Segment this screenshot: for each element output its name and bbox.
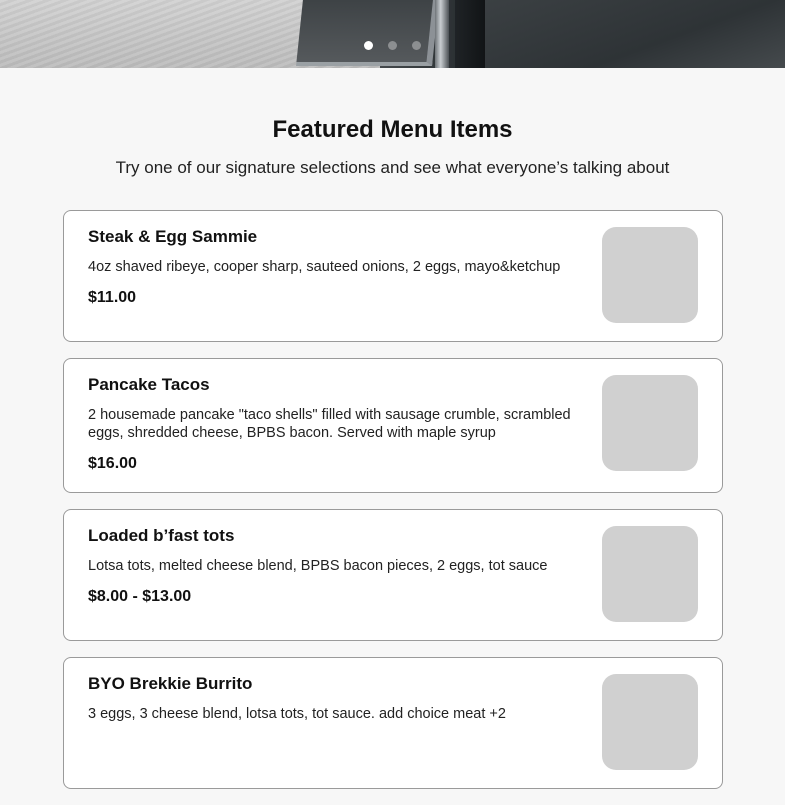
menu-item-price: $16.00 — [88, 455, 137, 472]
menu-item-description: 2 housemade pancake "taco shells" filled with sausage crumble, scrambled eggs, shredded cheese, BPBS bacon. Served with maple syrup — [88, 407, 571, 441]
menu-item-name: BYO Brekkie Burrito — [88, 674, 253, 693]
menu-item-image-placeholder — [602, 227, 698, 323]
carousel-dot-1[interactable] — [364, 41, 373, 50]
carousel-dot-3[interactable] — [412, 41, 421, 50]
hero-photo-door-frame-dark — [455, 0, 485, 68]
menu-item-text — [88, 526, 583, 607]
menu-item-description: 4oz shaved ribeye, cooper sharp, sauteed onions, 2 eggs, mayo&ketchup — [88, 259, 561, 275]
hero-photo-window — [296, 0, 440, 66]
section-subtitle: Try one of our signature selections and see what everyone’s talking about — [115, 158, 670, 177]
menu-item-price: $11.00 — [88, 289, 137, 306]
menu-item-price: $8.00 - $13.00 — [88, 588, 192, 605]
menu-item-name: Pancake Tacos — [88, 375, 210, 394]
menu-item-description: Lotsa tots, melted cheese blend, BPBS bacon pieces, 2 eggs, tot sauce — [88, 558, 548, 574]
menu-item-image-placeholder — [602, 526, 698, 622]
menu-item-name: Steak & Egg Sammie — [88, 227, 258, 246]
hero-image-carousel[interactable] — [0, 0, 785, 68]
menu-item-description: 3 eggs, 3 cheese blend, lotsa tots, tot sauce. add choice meat +2 — [88, 706, 506, 722]
carousel-pagination — [364, 41, 421, 50]
menu-item-image-placeholder — [602, 674, 698, 770]
menu-item-text — [88, 375, 583, 474]
hero-photo-storefront-glass — [485, 0, 785, 68]
menu-item-card[interactable] — [63, 210, 723, 342]
menu-item-image-placeholder — [602, 375, 698, 471]
menu-item-text — [88, 674, 583, 735]
menu-item-card[interactable] — [63, 509, 723, 641]
menu-item-list — [63, 210, 723, 805]
carousel-dot-2[interactable] — [388, 41, 397, 50]
menu-item-card[interactable] — [63, 657, 723, 789]
featured-menu-section — [0, 116, 785, 179]
hero-photo-door-frame — [435, 0, 449, 68]
menu-item-card[interactable] — [63, 358, 723, 493]
section-title: Featured Menu Items — [272, 116, 513, 143]
menu-item-text — [88, 227, 583, 308]
menu-item-name: Loaded b’fast tots — [88, 526, 235, 545]
